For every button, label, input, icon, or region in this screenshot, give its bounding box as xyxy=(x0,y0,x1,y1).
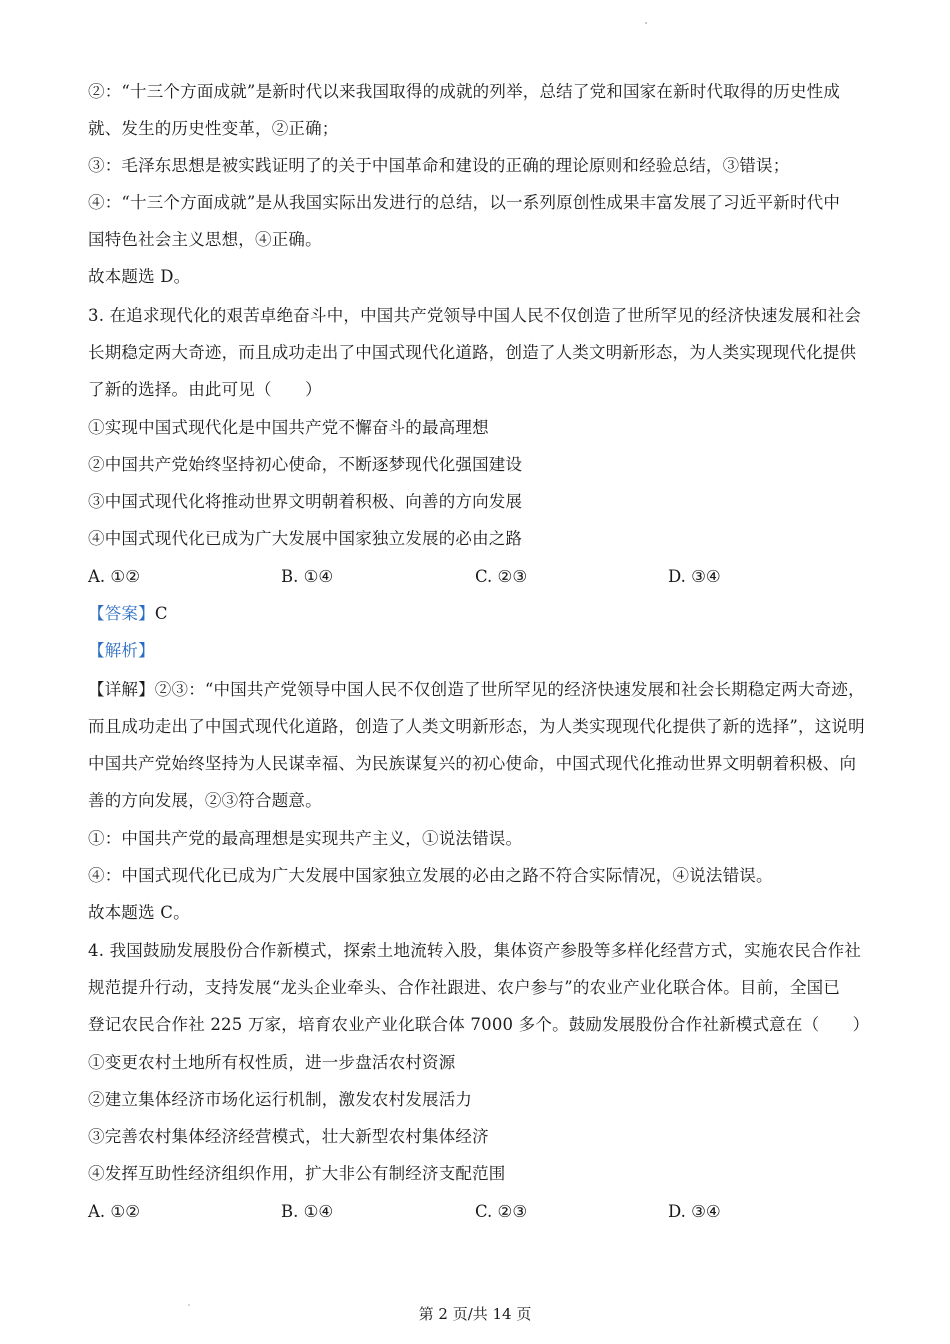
question-3-statement: ①实现中国式现代化是中国共产党不懈奋斗的最高理想 xyxy=(88,418,489,437)
question-4-statement: ④发挥互助性经济组织作用，扩大非公有制经济支配范围 xyxy=(88,1164,506,1183)
question-4-statement: ①变更农村土地所有权性质，进一步盘活农村资源 xyxy=(88,1053,456,1072)
question-4-stem: 4. 我国鼓励发展股份合作新模式，探索土地流转入股，集体资产参股等多样化经营方式，实施农民合作社 xyxy=(88,941,862,960)
detail-line: 善的方向发展，②③符合题意。 xyxy=(88,791,322,810)
question-4-stem: 规范提升行动，支持发展“龙头企业牵头、合作社跟进、农户参与”的农业产业化联合体。目前，全国已 xyxy=(88,978,841,997)
q4-option-d: D. ③④ xyxy=(668,1202,721,1221)
question-3-stem: 了新的选择。由此可见（ ） xyxy=(88,380,322,399)
q3-option-c: C. ②③ xyxy=(475,567,528,586)
text-line: 国特色社会主义思想，④正确。 xyxy=(88,230,322,249)
scan-dot xyxy=(645,22,647,24)
answer-tag: 【答案】 xyxy=(88,604,155,623)
question-3-stem: 3. 在追求现代化的艰苦卓绝奋斗中，中国共产党领导中国人民不仅创造了世所罕见的经济快速发展和社会 xyxy=(88,306,862,325)
question-3-statement: ④中国式现代化已成为广大发展中国家独立发展的必由之路 xyxy=(88,529,523,548)
detail-line: 故本题选 C。 xyxy=(88,903,190,922)
analysis-tag: 【解析】 xyxy=(88,641,155,660)
q3-option-d: D. ③④ xyxy=(668,567,721,586)
text-line: 就、发生的历史性变革，②正确； xyxy=(88,119,339,138)
question-3-statement: ③中国式现代化将推动世界文明朝着积极、向善的方向发展 xyxy=(88,492,523,511)
q3-option-a: A. ①② xyxy=(88,567,140,586)
question-4-stem: 登记农民合作社 225 万家，培育农业产业化联合体 7000 多个。鼓励发展股份合作社新模式意在（ ） xyxy=(88,1015,870,1034)
q4-option-c: C. ②③ xyxy=(475,1202,528,1221)
page-footer: 第 2 页/共 14 页 xyxy=(418,1305,532,1323)
answer-line xyxy=(88,604,168,624)
question-3-statement: ②中国共产党始终坚持初心使命，不断逐梦现代化强国建设 xyxy=(88,455,523,474)
q4-option-b: B. ①④ xyxy=(281,1202,334,1221)
text-line: ④：“十三个方面成就”是从我国实际出发进行的总结，以一系列原创性成果丰富发展了习近平新时代中 xyxy=(88,193,841,212)
text-line: ②：“十三个方面成就”是新时代以来我国取得的成就的列举，总结了党和国家在新时代取得的历史性成 xyxy=(88,82,841,101)
q4-option-a: A. ①② xyxy=(88,1202,140,1221)
detail-line: ①：中国共产党的最高理想是实现共产主义，①说法错误。 xyxy=(88,829,523,848)
text-line: ③：毛泽东思想是被实践证明了的关于中国革命和建设的正确的理论原则和经验总结，③错误； xyxy=(88,156,790,175)
detail-line: ④：中国式现代化已成为广大发展中国家独立发展的必由之路不符合实际情况，④说法错误。 xyxy=(88,866,773,885)
text-line: 故本题选 D。 xyxy=(88,267,191,286)
question-3-stem: 长期稳定两大奇迹，而且成功走出了中国式现代化道路，创造了人类文明新形态，为人类实现现代化提供 xyxy=(88,343,857,362)
question-4-statement: ③完善农村集体经济经营模式，壮大新型农村集体经济 xyxy=(88,1127,489,1146)
detail-line: 中国共产党始终坚持为人民谋幸福、为民族谋复兴的初心使命，中国式现代化推动世界文明朝着积极、向 xyxy=(88,754,857,773)
detail-line: 而且成功走出了中国式现代化道路，创造了人类文明新形态，为人类实现现代化提供了新的选择”，这说明 xyxy=(88,717,865,736)
detail-line: 【详解】②③：“中国共产党领导中国人民不仅创造了世所罕见的经济快速发展和社会长期稳定两大奇迹， xyxy=(88,680,865,699)
answer-value: C xyxy=(154,604,168,623)
question-4-statement: ②建立集体经济市场化运行机制，激发农村发展活力 xyxy=(88,1090,473,1109)
q3-option-b: B. ①④ xyxy=(281,567,334,586)
